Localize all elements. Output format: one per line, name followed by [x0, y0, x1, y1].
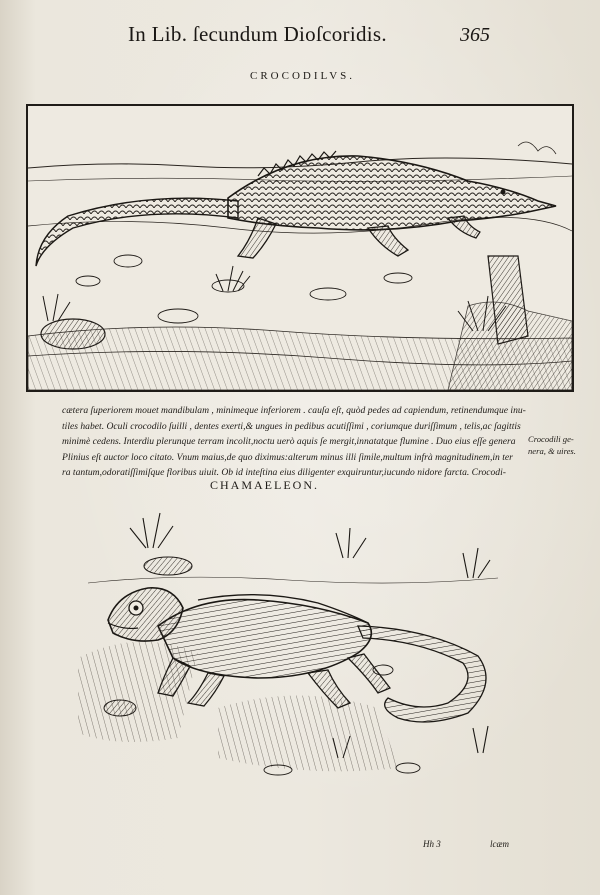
- body-line-2: tiles habet. Oculi crocodilo ſuilli , dentes exerti,& ungues in pedibus acutiſſimi , coriumque duriſſimum , telis,ac ſagittis: [62, 420, 521, 432]
- body-line-3: minimè cedens. Interdiu plerunque terram incolit,noctu uerò aquis ſe mergit,innatatque flumine . Duo eius eſſe genera: [62, 436, 516, 447]
- body-line-4: Plinius eſt auctor loco citato. Vnum maius,de quo diximus:alterum minus illi ſimile,multum infrà magnitudinem,in ter: [62, 451, 513, 463]
- marginal-note-line-1: Crocodili ge-: [528, 434, 574, 444]
- crocodile-woodcut: [26, 104, 574, 392]
- signature-mark: Hh 3: [423, 839, 441, 849]
- section-title-chameleon: CHAMAELEON.: [210, 478, 319, 492]
- body-text: [62, 403, 528, 481]
- section-title-crocodile: CROCODILVS.: [250, 70, 356, 82]
- page-number: 365: [460, 24, 490, 46]
- catchword: lcæm: [490, 839, 509, 849]
- running-title: In Lib. ſecundum Dioſcoridis.: [128, 22, 387, 46]
- body-line-1: cætera ſuperiorem mouet mandibulam , minimeque inferiorem . cauſa eſt, quòd pedes ad capiendum, retinendumque inu-: [62, 405, 526, 416]
- marginal-note: [528, 433, 594, 457]
- chameleon-woodcut: [78, 508, 510, 798]
- marginal-note-line-2: nera, & uires.: [528, 446, 576, 456]
- body-line-5: ra tantum,odoratiſſimiſque floribus uiuit. Ob id inteſtina eius diligenter exquiruntur,iucundo nidore farcta. Crocodi-: [62, 467, 506, 478]
